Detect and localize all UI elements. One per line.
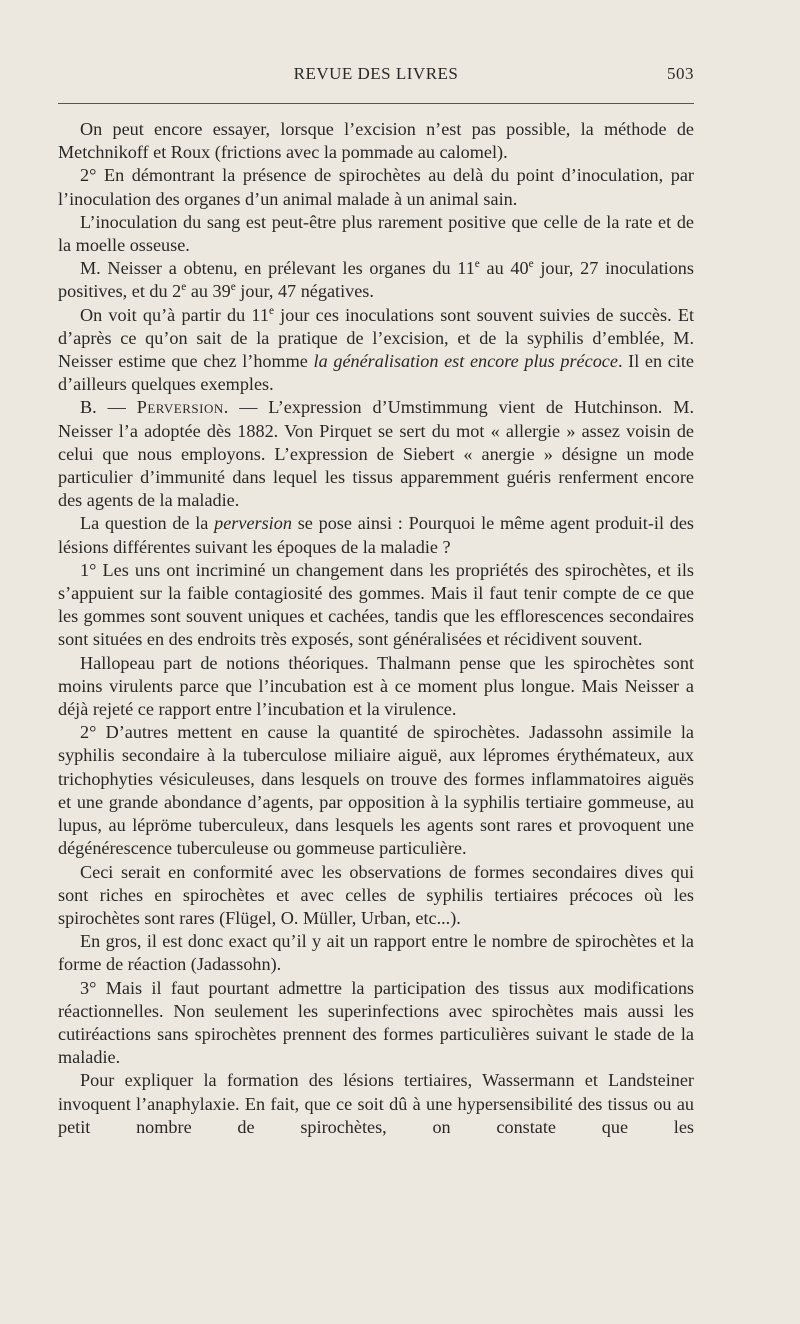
paragraph-2: 2° En démontrant la présence de spirochètes au delà du point d’inoculation, par l’inoculation des organes d’un animal malade à un animal sain. — [58, 165, 694, 209]
p5-italic: la généralisation est encore plus précoce — [313, 351, 618, 372]
paragraph-1: On peut encore essayer, lorsque l’excision n’est pas possible, la méthode de Metchnikoff et Roux (frictions avec la pommade au calomel). — [58, 119, 694, 163]
paragraph-4 — [58, 257, 694, 303]
paragraph-6 — [58, 396, 694, 512]
p6-part-a: B. — — [80, 397, 137, 418]
page-number: 503 — [667, 64, 694, 83]
p7-part-a: La question de la — [80, 513, 215, 534]
running-head-title: REVUE DES LIVRES — [293, 64, 459, 83]
p7-part-b: se pose ainsi : Pourquoi le même agent produit-il des lésions différentes suivant les époques de la maladie ? — [58, 513, 694, 557]
p4-part-e: jour, 47 négatives. — [235, 281, 374, 302]
paragraph-13: 3° Mais il faut pourtant admettre la participation des tissus aux modifications réactionnelles. Non seulement les superinfections avec spirochètes mais aussi les cutiréactions sans spirochètes prennent des formes particulières suivant le stade de la maladie. — [58, 977, 694, 1068]
p4-sup-2: e — [528, 258, 534, 271]
p4-sup-1: e — [474, 258, 480, 271]
p5-sup-1: e — [268, 304, 274, 317]
p6-section-title: Perversion — [136, 397, 224, 418]
paragraph-11: Ceci serait en conformité avec les observations de formes secondaires dives qui sont riches en spirochètes et avec celles de syphilis tertiaires précoces où les spirochètes sont rares (Flügel, O. Müller, Urban, etc...). — [58, 861, 694, 928]
p4-part-d: au 39 — [186, 281, 231, 302]
paragraph-8: 1° Les uns ont incriminé un changement dans les propriétés des spirochètes, et ils s’appuient sur la faible contagiosité des gommes. Mais il faut tenir compte de ce que les gommes sont souvent uniques et cachées, tandis que les efflorescences secondaires sont situées en des endroits très exposés, sont généralisées et récidivent souvent. — [58, 559, 694, 650]
paragraph-5 — [58, 304, 694, 397]
paragraph-10: 2° D’autres mettent en cause la quantité de spirochètes. Jadassohn assimile la syphilis secondaire à la tuberculose miliaire aiguë, aux lépromes érythémateux, aux trichophyties vésiculeuses, dans lesquels on trouve des formes inflammatoires aiguës et une grande abondance d’agents, par opposition à la syphilis tertiaire gommeuse, au lupus, au lépröme tuberculeux, dans lesquels les agents sont rares et provoquent une dégénérescence tuberculeuse ou gommeuse particulière. — [58, 722, 694, 859]
p5-part-c: . Il en cite d’ailleurs quelques exemples. — [58, 351, 694, 395]
header-rule — [58, 103, 694, 104]
paragraph-7 — [58, 512, 694, 558]
paragraph-9: Hallopeau part de notions théoriques. Thalmann pense que les spirochètes sont moins virulents parce que l’incubation est à ce moment plus longue. Mais Neisser a déjà rejeté ce rapport entre l’incubation et la virulence. — [58, 652, 694, 720]
p7-italic: perversion — [214, 513, 292, 534]
p4-part-b: au 40 — [479, 258, 529, 279]
body-text — [58, 118, 694, 1139]
paragraph-12: En gros, il est donc exact qu’il y ait un rapport entre le nombre de spirochètes et la forme de réaction (Jadassohn). — [58, 931, 694, 975]
p6-part-b: . — L’expression d’Umstimmung vient de Hutchinson. M. Neisser l’a adoptée dès 1882. Von Pirquet se sert du mot « allergie » assez voisin de celui que nous employons. L’expression de Siebert « anergie » désigne un mode particulier d’immunité dans lequel les tissus apparemment guéris renferment encore des agents de la maladie. — [58, 397, 694, 511]
paragraph-14: Pour expliquer la formation des lésions tertiaires, Wassermann et Landsteiner invoquent l’anaphylaxie. En fait, que ce soit dû à une hypersensibilité des tissus ou au petit nombre de spirochètes, on constate que les — [58, 1070, 694, 1137]
p4-part-a: M. Neisser a obtenu, en prélevant les organes du 11 — [80, 258, 475, 279]
page-header — [58, 64, 694, 92]
p4-sup-3: e — [181, 281, 187, 294]
p5-part-b: jour ces inoculations sont souvent suivies de succès. Et d’après ce qu’on sait de la pratique de l’excision, et de la syphilis d’emblée, M. Neisser estime que chez l’homme — [58, 304, 694, 372]
p4-sup-4: e — [230, 281, 236, 294]
p5-part-a: On voit qu’à partir du 11 — [80, 304, 269, 325]
p4-part-c: jour, 27 inoculations positives, et du 2 — [58, 258, 694, 302]
paragraph-3: L’inoculation du sang est peut-être plus rarement positive que celle de la rate et de la moelle osseuse. — [58, 211, 694, 256]
